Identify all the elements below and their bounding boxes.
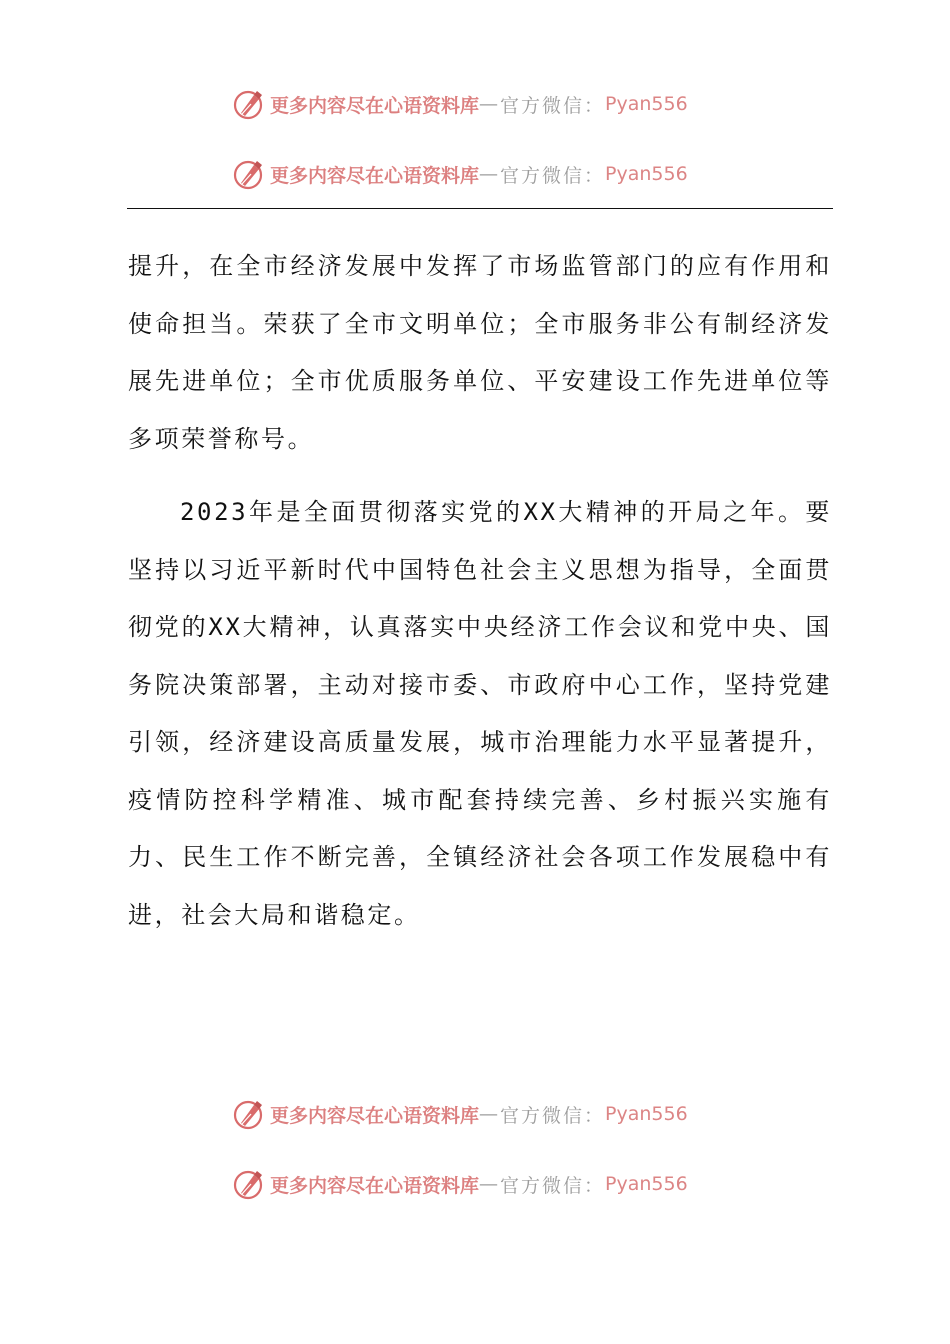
separator: — bbox=[479, 93, 501, 115]
wechat-label: 官方微信： bbox=[500, 1174, 606, 1197]
pen-nib-logo-icon bbox=[232, 1097, 266, 1131]
wechat-label: 官方微信： bbox=[500, 1104, 606, 1127]
wechat-id: Pyan556 bbox=[605, 1173, 688, 1195]
separator: — bbox=[479, 163, 501, 185]
wechat-id: Pyan556 bbox=[605, 93, 688, 115]
wechat-label: 官方微信： bbox=[500, 94, 606, 117]
header-watermark-1 bbox=[232, 86, 688, 122]
paragraph-1: 提升，在全市经济发展中发挥了市场监管部门的应有作用和使命担当。荣获了全市文明单位；全市服务非公有制经济发展先进单位；全市优质服务单位、平安建设工作先进单位等多项荣誉称号。 bbox=[128, 252, 832, 453]
header-divider bbox=[127, 208, 833, 209]
separator: — bbox=[479, 1173, 501, 1195]
footer-watermark-1 bbox=[232, 1096, 688, 1132]
separator: — bbox=[479, 1103, 501, 1125]
brand-text: 更多内容尽在心语资料库 bbox=[270, 1174, 480, 1197]
pen-nib-logo-icon bbox=[232, 157, 266, 191]
footer-watermark-2 bbox=[232, 1166, 688, 1202]
wechat-id: Pyan556 bbox=[605, 163, 688, 185]
paragraph-2: 2023年是全面贯彻落实党的XX大精神的开局之年。要坚持以习近平新时代中国特色社会主义思想为指导，全面贯彻党的XX大精神，认真落实中央经济工作会议和党中央、国务院决策部署，主动对接市委、市政府中心工作，坚持党建引领，经济建设高质量发展，城市治理能力水平显著提升，疫情防控科学精准、城市配套持续完善、乡村振兴实施有力、民生工作不断完善，全镇经济社会各项工作发展稳中有进，社会大局和谐稳定。 bbox=[128, 498, 832, 929]
brand-text: 更多内容尽在心语资料库 bbox=[270, 164, 480, 187]
wechat-label: 官方微信： bbox=[500, 164, 606, 187]
pen-nib-logo-icon bbox=[232, 1167, 266, 1201]
wechat-id: Pyan556 bbox=[605, 1103, 688, 1125]
document-body bbox=[128, 238, 832, 944]
brand-text: 更多内容尽在心语资料库 bbox=[270, 1104, 480, 1127]
header-watermark-2 bbox=[232, 156, 688, 192]
pen-nib-logo-icon bbox=[232, 87, 266, 121]
brand-text: 更多内容尽在心语资料库 bbox=[270, 94, 480, 117]
